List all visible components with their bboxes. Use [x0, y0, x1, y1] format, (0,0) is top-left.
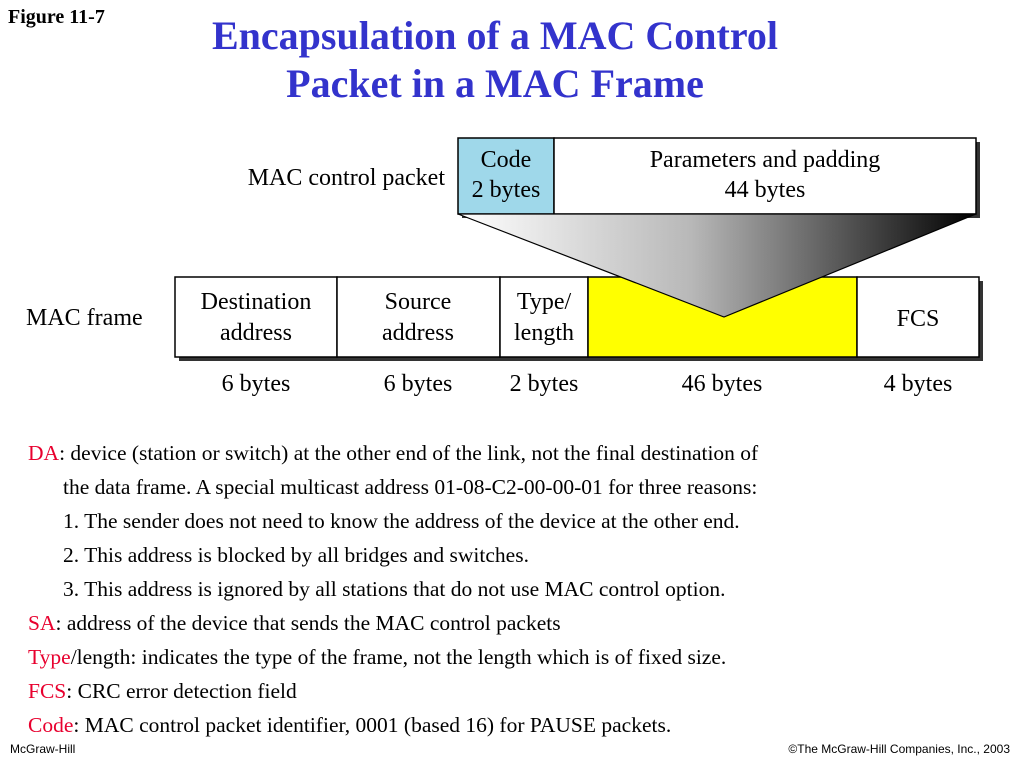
footer-copyright: ©The McGraw-Hill Companies, Inc., 2003 [788, 742, 1010, 756]
size-source: 6 bytes [383, 371, 453, 397]
note-sa [28, 606, 1008, 640]
note-text-code: : MAC control packet identifier, 0001 (based 16) for PAUSE packets. [73, 713, 672, 737]
note-key-da: DA [28, 441, 60, 465]
note-code [28, 708, 1008, 742]
note-key-fcs: FCS [28, 679, 67, 703]
note-reason-3: 3. This address is ignored by all stations that do not use MAC control option. [63, 577, 726, 601]
size-fcs: 4 bytes [883, 371, 953, 397]
footer-publisher: McGraw-Hill [10, 742, 76, 756]
fcs-field-label: FCS [896, 306, 940, 332]
note-text-fcs: : CRC error detection field [66, 679, 297, 703]
size-payload: 46 bytes [681, 371, 763, 397]
destination-field-line-2: address [220, 320, 292, 346]
note-type [28, 640, 1008, 674]
parameters-field-line-1: Parameters and padding [649, 147, 881, 173]
figure-label: Figure 11-7 [8, 6, 105, 28]
size-type-length: 2 bytes [509, 371, 579, 397]
note-key-sa: SA [28, 611, 56, 635]
type-length-line-1: Type/ [516, 289, 572, 315]
note-reason-1: 1. The sender does not need to know the address of the device at the other end. [63, 509, 740, 533]
note-da-continued: the data frame. A special multicast address 01-08-C2-00-00-01 for three reasons: [63, 475, 758, 499]
size-destination: 6 bytes [221, 371, 291, 397]
note-key-code: Code [28, 713, 74, 737]
note-text-da: : device (station or switch) at the other end of the link, not the final destination of [59, 441, 759, 465]
code-field-line-1: Code [480, 147, 532, 173]
note-text-sa: : address of the device that sends the MAC control packets [55, 611, 561, 635]
note-fcs [28, 674, 1008, 708]
type-length-line-2: length [514, 320, 574, 346]
title-line-1: Encapsulation of a MAC Control [212, 13, 778, 58]
notes-list [28, 436, 1008, 742]
note-text-type: /length: indicates the type of the frame, not the length which is of fixed size. [70, 645, 727, 669]
title-line-2: Packet in a MAC Frame [286, 61, 704, 106]
source-field-line-2: address [382, 320, 454, 346]
source-field-line-1: Source [384, 289, 452, 315]
note-key-type: Type [28, 645, 71, 669]
destination-field-line-1: Destination [200, 289, 312, 315]
code-field-line-2: 2 bytes [471, 177, 541, 203]
mac-frame-label: MAC frame [26, 305, 143, 331]
note-da [28, 436, 1008, 470]
mac-control-packet-label: MAC control packet [247, 165, 445, 191]
parameters-field-line-2: 44 bytes [724, 177, 806, 203]
note-reason-2: 2. This address is blocked by all bridges and switches. [63, 543, 529, 567]
